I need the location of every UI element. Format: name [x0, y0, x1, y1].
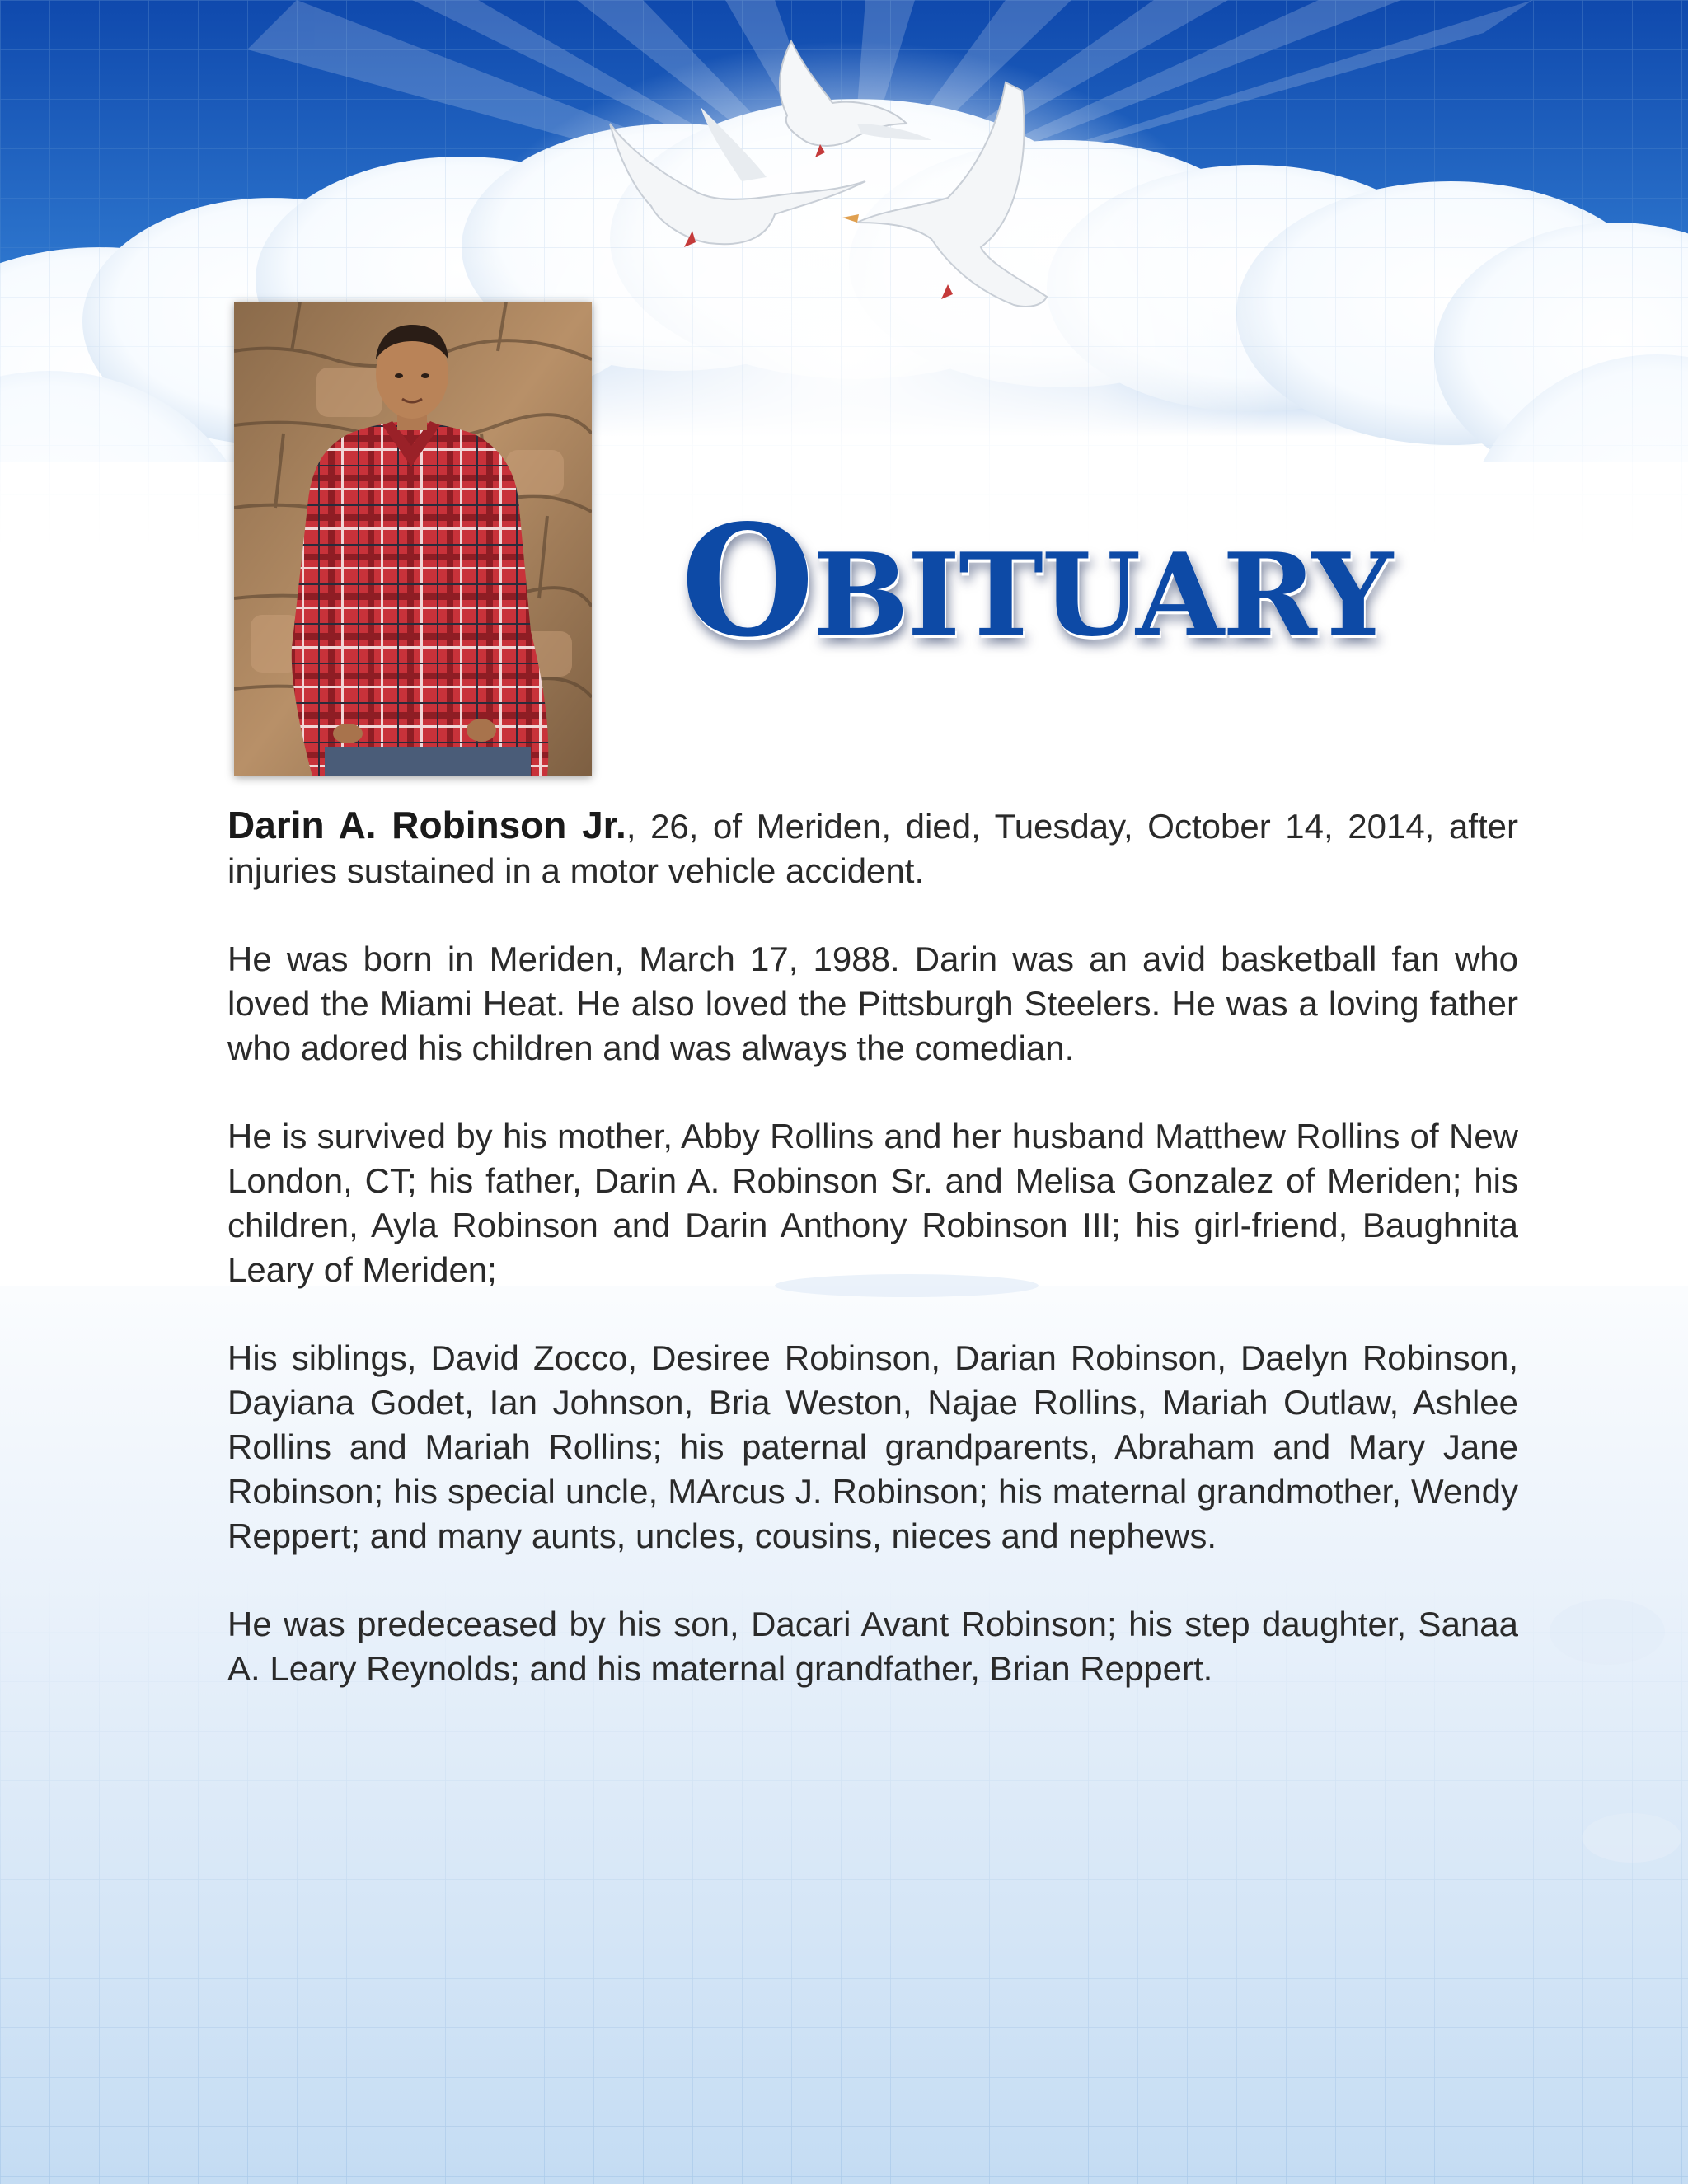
deceased-name: Darin A. Robinson Jr.: [227, 804, 626, 846]
title-first-letter: O: [681, 490, 814, 671]
portrait-photo: [234, 302, 592, 776]
dove-icon: [780, 41, 931, 157]
doves-illustration: [0, 0, 1688, 346]
predeceased-paragraph: He was predeceased by his son, Dacari Avant Robinson; his step daughter, Sanaa A. Leary Reynolds; and his maternal grandfather, Brian Reppert.: [227, 1605, 1518, 1688]
intro-paragraph: [227, 803, 1518, 893]
siblings-paragraph: His siblings, David Zocco, Desiree Robinson, Darian Robinson, Daelyn Robinson, Dayiana Godet, Ian Johnson, Bria Weston, Najae Rollins, Mariah Outlaw, Ashlee Rollins and Mariah Rollins; his paternal grandparents, Abraham and Mary Jane Robinson; his special uncle, MArcus J. Robinson; his maternal grandmother, Wendy Reppert; and many aunts, uncles, cousins, nieces and nephews.: [227, 1338, 1518, 1555]
obituary-text: [227, 803, 1518, 1691]
page-title: [681, 490, 1423, 671]
intro-details: , 26, of Meriden, died, Tuesday, October 14, 2014, after injuries sustained in a motor vehicle accident.: [227, 807, 1518, 890]
title-rest: BITUARY: [813, 527, 1392, 662]
survivors-paragraph: He is survived by his mother, Abby Rollins and her husband Matthew Rollins of New London, CT; his father, Darin A. Robinson Sr. and Melisa Gonzalez of Meriden; his children, Ayla Robinson and Darin Anthony Robinson III; his girl-friend, Baughnita Leary of Meriden;: [227, 1117, 1518, 1289]
biography-paragraph: He was born in Meriden, March 17, 1988. Darin was an avid basketball fan who loved the Miami Heat. He also loved the Pittsburgh Steelers. He was a loving father who adored his children and was always the comedian.: [227, 940, 1518, 1067]
